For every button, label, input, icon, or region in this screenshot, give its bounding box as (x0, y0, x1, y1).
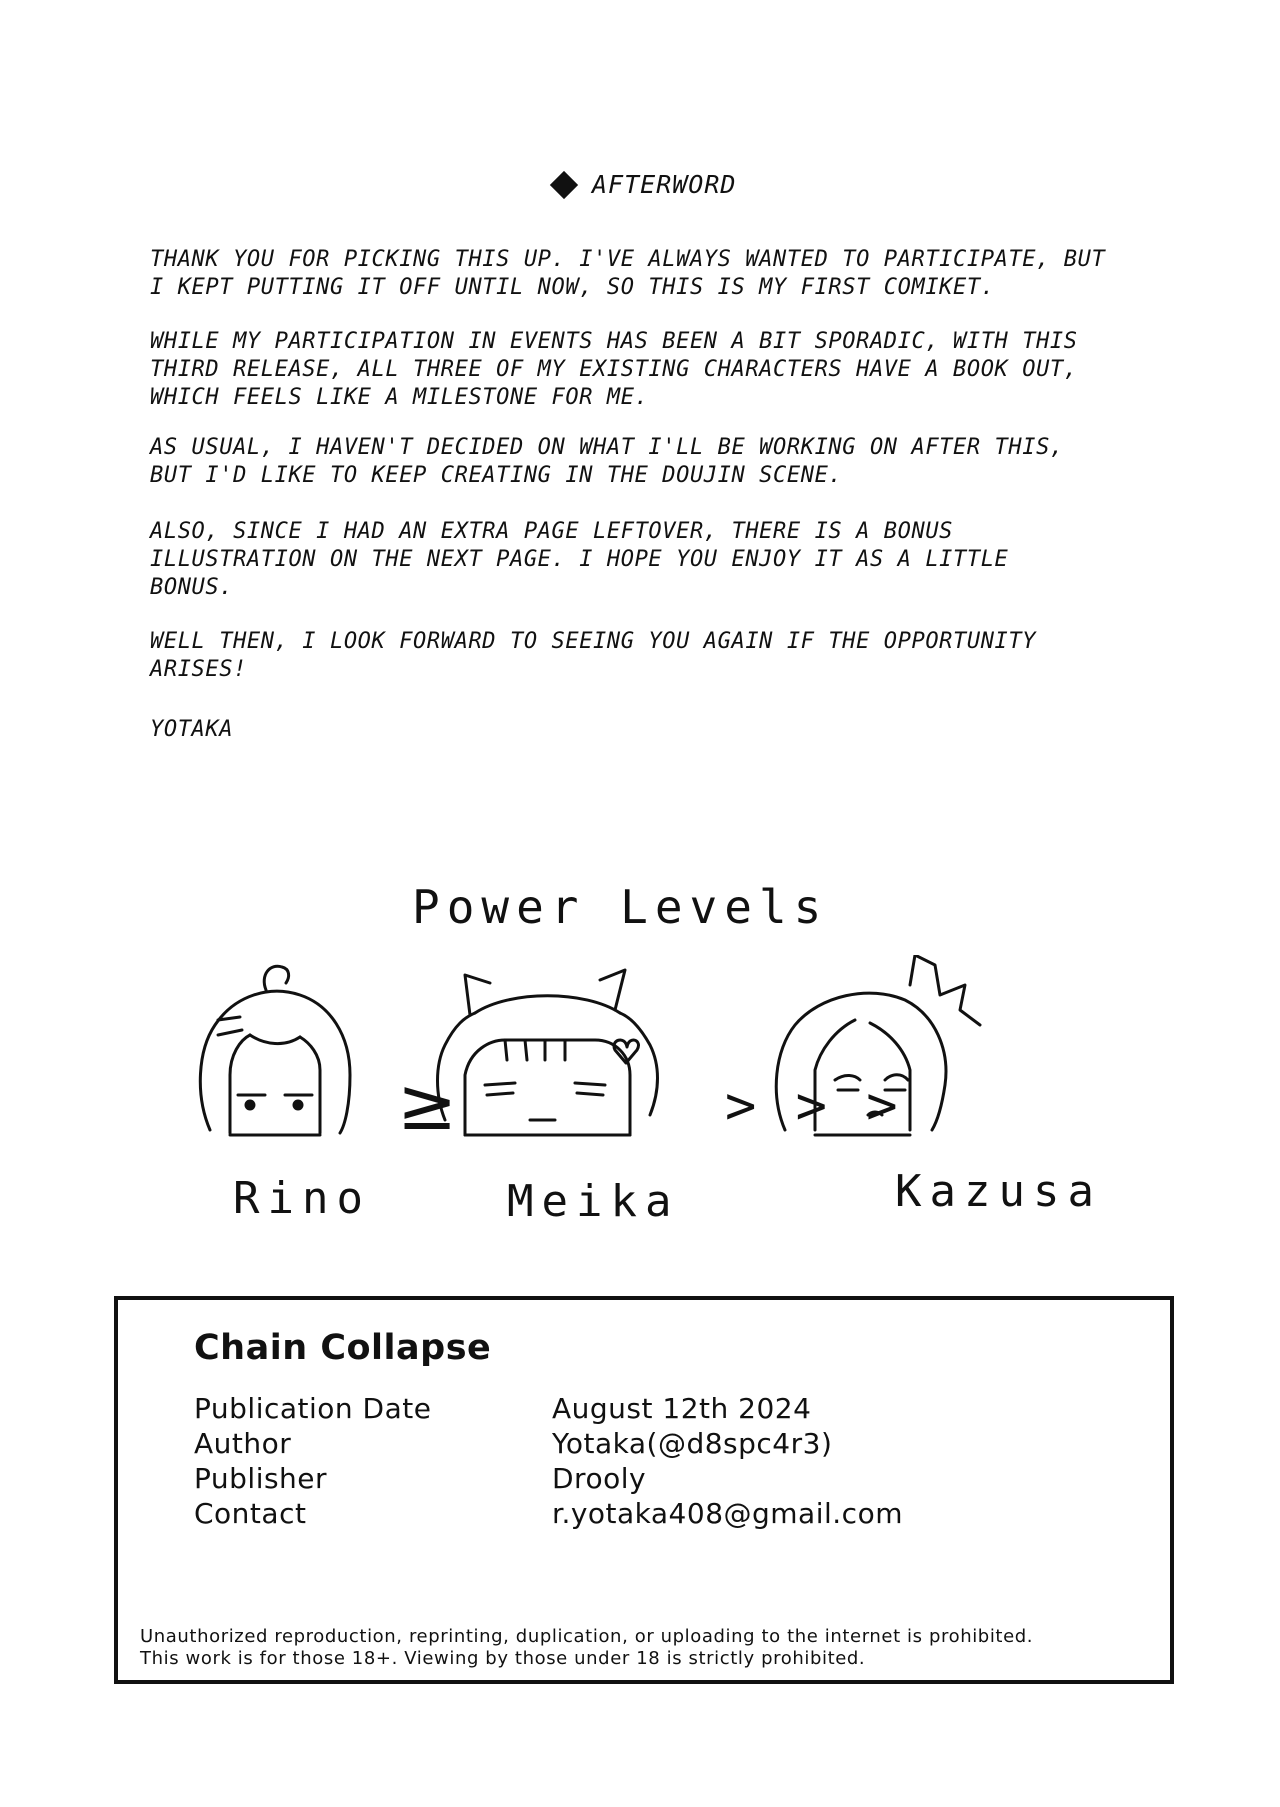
colophon-row (194, 1427, 1094, 1461)
afterword-paragraph (150, 518, 1110, 602)
character-name-rino: Rino (233, 1173, 371, 1224)
afterword-line: ILLUSTRATION ON THE NEXT PAGE. I HOPE YOU ENJOY IT AS A LITTLE (150, 547, 1009, 572)
afterword-paragraph (150, 328, 1110, 412)
colophon-row (194, 1392, 1094, 1426)
much-greater-symbol: > > > (725, 1076, 902, 1136)
meika-face-drawing (438, 970, 658, 1135)
colophon-value: Yotaka(@d8spc4r3) (552, 1427, 833, 1460)
afterword-line: THANK YOU FOR PICKING THIS UP. I'VE ALWAYS WANTED TO PARTICIPATE, BUT (150, 247, 1106, 272)
afterword-line: ARISES! (150, 657, 247, 682)
book-title: Chain Collapse (194, 1328, 492, 1368)
colophon-box (114, 1296, 1174, 1684)
colophon-label: Publication Date (194, 1392, 432, 1425)
afterword-line: ALSO, SINCE I HAD AN EXTRA PAGE LEFTOVER, THERE IS A BONUS (150, 519, 954, 544)
notice-line: This work is for those 18+. Viewing by those under 18 is strictly prohibited. (140, 1648, 866, 1669)
afterword-line: BONUS. (150, 575, 234, 600)
afterword-title: AFTERWORD (592, 170, 737, 199)
power-levels-title: Power Levels (412, 880, 829, 934)
afterword-line: YOTAKA (150, 717, 234, 742)
afterword-line: WHICH FEELS LIKE A MILESTONE FOR ME. (150, 385, 649, 410)
afterword-paragraph (150, 628, 1110, 684)
colophon-row (194, 1497, 1094, 1531)
greater-equal-symbol: ≥ (397, 1062, 458, 1146)
character-name-kazusa: Kazusa (895, 1166, 1102, 1217)
character-name-meika: Meika (507, 1176, 680, 1227)
afterword-line: WELL THEN, I LOOK FORWARD TO SEEING YOU AGAIN IF THE OPPORTUNITY (150, 629, 1037, 654)
afterword-heading (554, 170, 736, 199)
afterword-line: I KEPT PUTTING IT OFF UNTIL NOW, SO THIS IS MY FIRST COMIKET. (150, 275, 995, 300)
contact-email: r.yotaka408@gmail.com (552, 1497, 903, 1530)
diamond-icon (550, 170, 578, 198)
rino-face-drawing (200, 966, 350, 1135)
afterword-paragraph (150, 246, 1110, 302)
copyright-notice (140, 1626, 1033, 1670)
afterword-signature (150, 716, 1110, 744)
colophon-row (194, 1462, 1094, 1496)
notice-line: Unauthorized reproduction, reprinting, duplication, or uploading to the internet is prohibited. (140, 1626, 1034, 1647)
colophon-label: Contact (194, 1497, 307, 1530)
afterword-line: BUT I'D LIKE TO KEEP CREATING IN THE DOUJIN SCENE. (150, 463, 843, 488)
power-levels-illustration (190, 955, 1110, 1185)
afterword-paragraph (150, 434, 1110, 490)
afterword-line: THIRD RELEASE, ALL THREE OF MY EXISTING CHARACTERS HAVE A BOOK OUT, (150, 357, 1078, 382)
afterword-line: WHILE MY PARTICIPATION IN EVENTS HAS BEEN A BIT SPORADIC, WITH THIS (150, 329, 1078, 354)
colophon-value: Drooly (552, 1462, 647, 1495)
colophon-label: Publisher (194, 1462, 328, 1495)
afterword-line: AS USUAL, I HAVEN'T DECIDED ON WHAT I'LL BE WORKING ON AFTER THIS, (150, 435, 1064, 460)
colophon-label: Author (194, 1427, 292, 1460)
colophon-value: August 12th 2024 (552, 1392, 812, 1425)
